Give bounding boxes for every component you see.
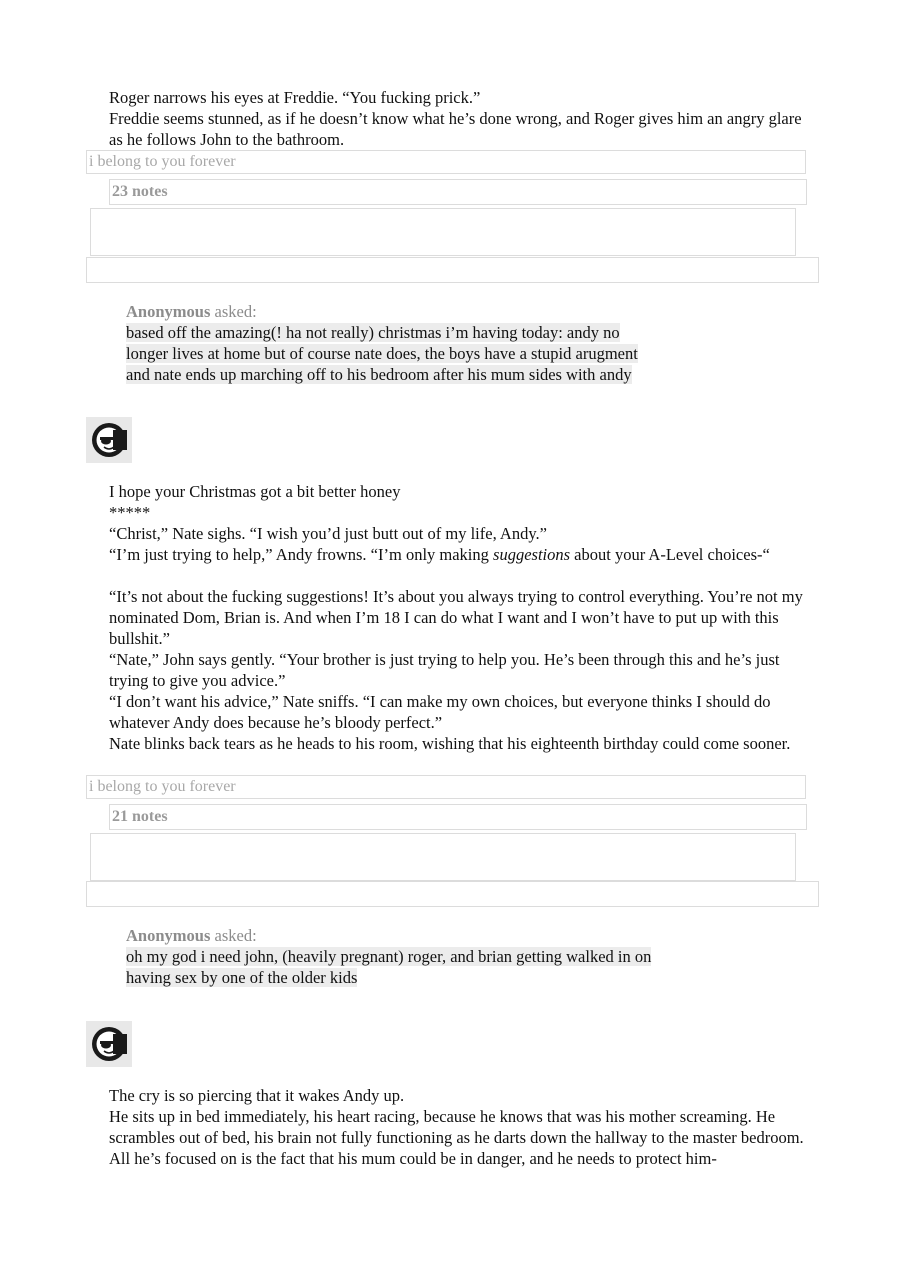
ask2-question-line: having sex by one of the older kids <box>126 968 358 987</box>
post2-empty-bar <box>86 881 819 907</box>
ask2-question-line: oh my god i need john, (heavily pregnant) roger, and brian getting walked in on <box>126 947 652 966</box>
ask2-asker-suffix: asked: <box>210 926 257 945</box>
post2-text-line: “It’s not about the fucking suggestions! It’s about you always trying to control everything. You’re not my nominated Dom, Brian is. And when I’m 18 I can do what I want and I won’t have to put up with this bullshit.” <box>109 587 803 648</box>
post2-text-line: Nate blinks back tears as he heads to his room, wishing that his eighteenth birthday could come sooner. <box>109 734 791 753</box>
post2-text-line: “I don’t want his advice,” Nate sniffs. “I can make my own choices, but everyone thinks I should do whatever Andy does because he’s bloody perfect.” <box>109 692 771 732</box>
post3-text-line: The cry is so piercing that it wakes Andy up. <box>109 1086 405 1105</box>
post1-text-line: Roger narrows his eyes at Freddie. “You fucking prick.” <box>109 88 481 107</box>
post1-empty-panel <box>90 208 796 256</box>
ask1-question-line: and nate ends up marching off to his bedroom after his mum sides with andy <box>126 365 632 384</box>
ask1-asker-suffix: asked: <box>210 302 257 321</box>
post2-separator: ***** <box>109 503 151 522</box>
post2-text-line: “Christ,” Nate sighs. “I wish you’d just butt out of my life, Andy.” <box>109 524 547 543</box>
post2-text-line <box>109 544 809 565</box>
sunglasses-avatar-icon[interactable] <box>86 417 132 463</box>
post1-text-line: Freddie seems stunned, as if he doesn’t know what he’s done wrong, and Roger gives him an angry glare as he follows John to the bathroom. <box>109 109 802 149</box>
post2-intro: I hope your Christmas got a bit better honey <box>109 482 401 501</box>
post2-notes-count[interactable]: 21 notes <box>109 804 807 830</box>
ask1-asker <box>126 301 766 322</box>
post2-tag[interactable]: i belong to you forever <box>86 775 806 799</box>
post3-text-line: He sits up in bed immediately, his heart racing, because he knows that was his mother screaming. He scrambles out of bed, his brain not fully functioning as he darts down the hallway to the master bedroom. All he’s focused on is the fact that his mum could be in danger, and he needs to protect him- <box>109 1107 804 1168</box>
post2-line2-after: about your A-Level choices-“ <box>570 545 770 564</box>
ask2-block <box>126 925 766 988</box>
post2-line2-before: “I’m just trying to help,” Andy frowns. “I’m only making <box>109 545 494 564</box>
post1-notes-count[interactable]: 23 notes <box>109 179 807 205</box>
ask1-block <box>126 301 766 385</box>
ask1-question-line: longer lives at home but of course nate does, the boys have a stupid arugment <box>126 344 638 363</box>
ask1-question-line: based off the amazing(! ha not really) christmas i’m having today: andy no <box>126 323 620 342</box>
ask2-asker-name[interactable]: Anonymous <box>126 926 211 945</box>
post2-empty-panel <box>90 833 796 881</box>
ask2-asker <box>126 925 766 946</box>
sunglasses-avatar-icon[interactable] <box>86 1021 132 1067</box>
post2-line2-emphasis: suggestions <box>493 545 571 564</box>
post2-text-line: “Nate,” John says gently. “Your brother is just trying to help you. He’s been through this and he’s just trying to give you advice.” <box>109 650 780 690</box>
post1-empty-bar <box>86 257 819 283</box>
post1-tag[interactable]: i belong to you forever <box>86 150 806 174</box>
ask1-asker-name[interactable]: Anonymous <box>126 302 211 321</box>
